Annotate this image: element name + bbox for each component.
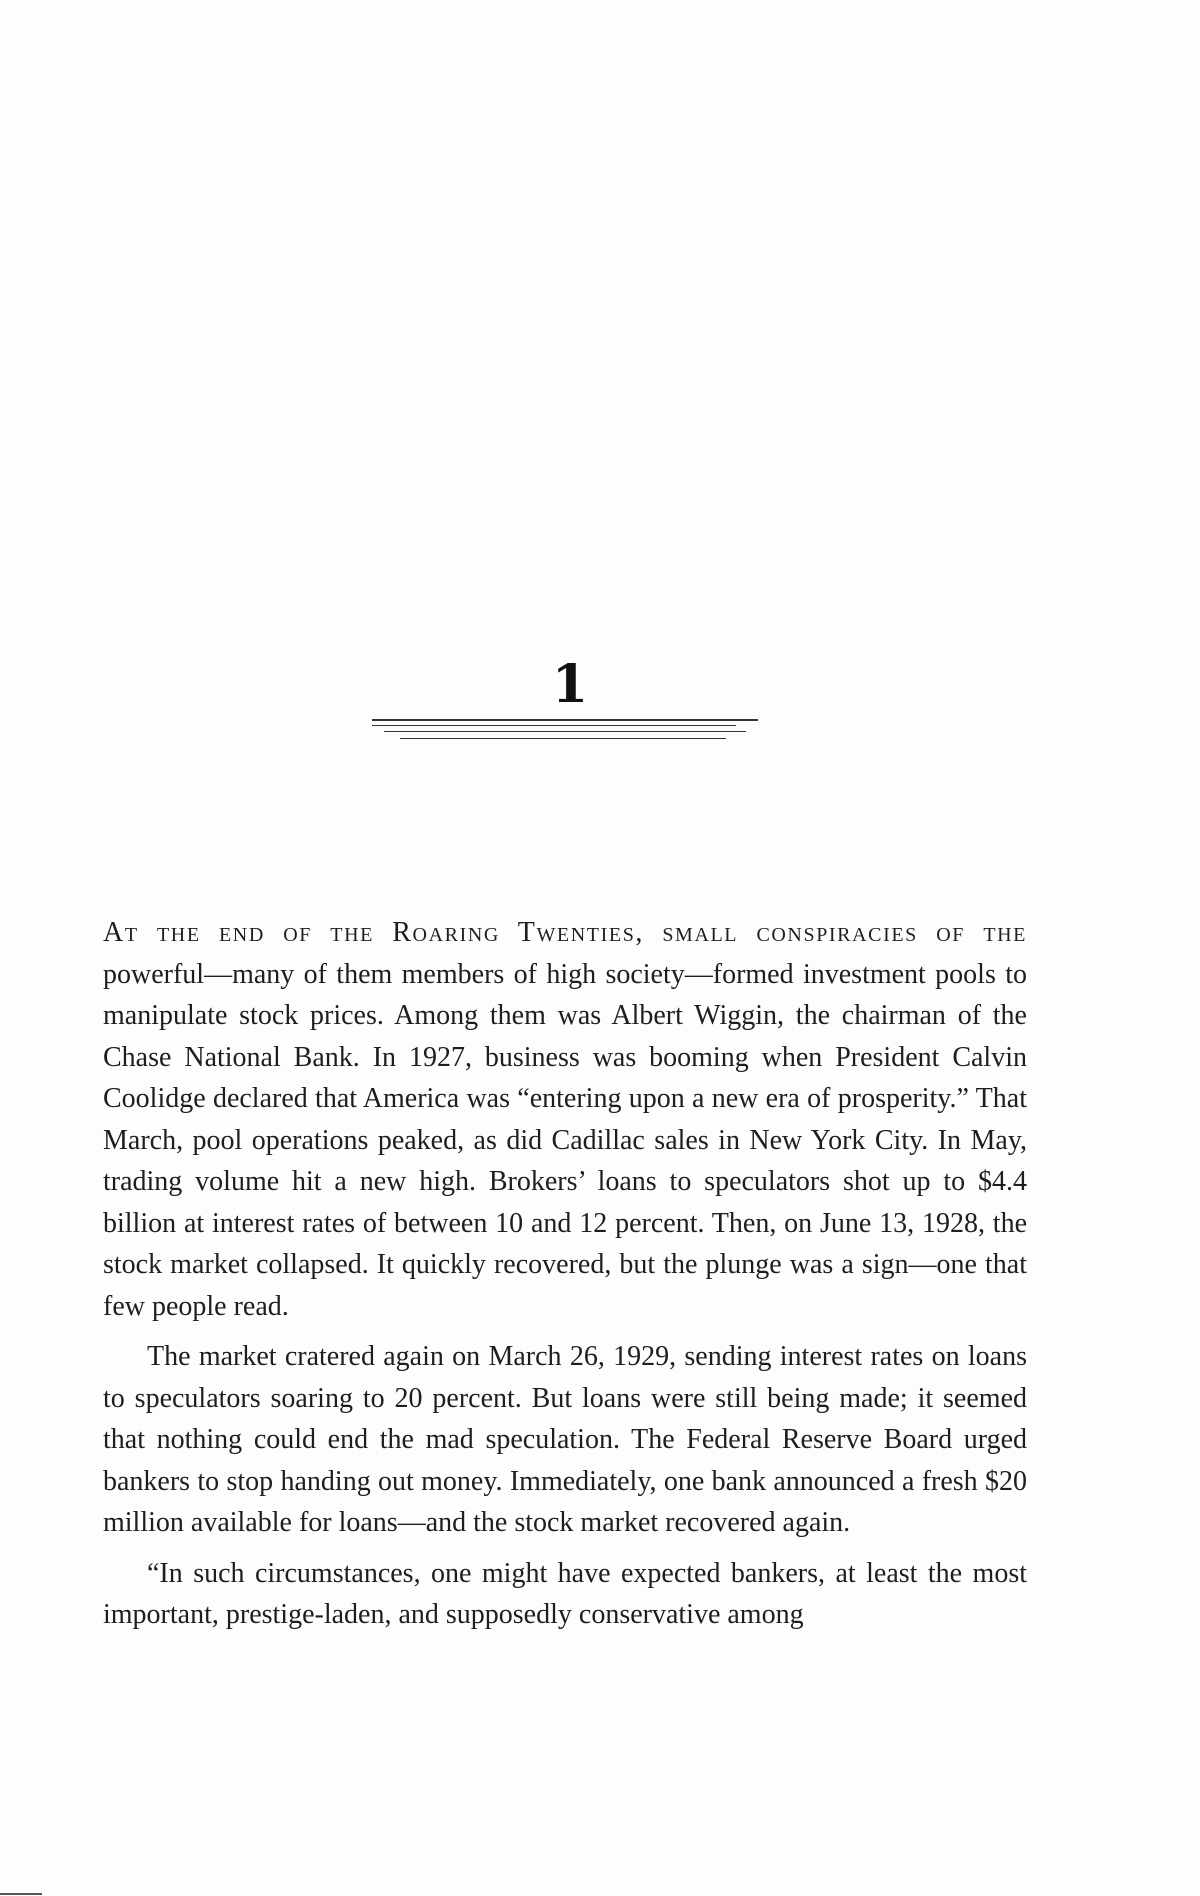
paragraph-3: “In such circumstances, one might have expected bankers, at least the most important, prestige-laden, and supposedly conservative among bbox=[103, 1557, 1027, 1630]
opening-smallcaps: At the end of the Roaring Twenties, small conspiracies of the bbox=[103, 917, 1027, 948]
chapter-number: 1 bbox=[551, 654, 589, 715]
ornamental-rule bbox=[372, 719, 758, 721]
ornamental-rule bbox=[384, 731, 746, 732]
chapter-body bbox=[103, 912, 1027, 1636]
ornamental-rule bbox=[372, 725, 736, 726]
ornamental-rule bbox=[400, 738, 726, 739]
paragraph-1 bbox=[103, 912, 1027, 1327]
paragraph-1-text: powerful—many of them members of high society—formed investment pools to manipulate stock prices. Among them was Albert Wiggin, the chairman of the Chase National Bank. In 1927, business was booming when President Calvin Coolidge declared that America was “entering upon a new era of prosperity.” That March, pool operations peaked, as did Cadillac sales in New York City. In May, trading volume hit a new high. Brokers’ loans to speculators shot up to $4.4 billion at interest rates of between 10 and 12 percent. Then, on June 13, 1928, the stock market collapsed. It quickly recovered, but the plunge was a sign—one that few people read. bbox=[103, 958, 1027, 1322]
page-edge-mark bbox=[0, 1893, 42, 1895]
paragraph-2: The market cratered again on March 26, 1929, sending interest rates on loans to speculators soaring to 20 percent. But loans were still being made; it seemed that nothing could end the mad speculation. The Federal Reserve Board urged bankers to stop handing out money. Immediately, one bank announced a fresh $20 million available for loans—and the stock market recovered again. bbox=[103, 1341, 1027, 1538]
